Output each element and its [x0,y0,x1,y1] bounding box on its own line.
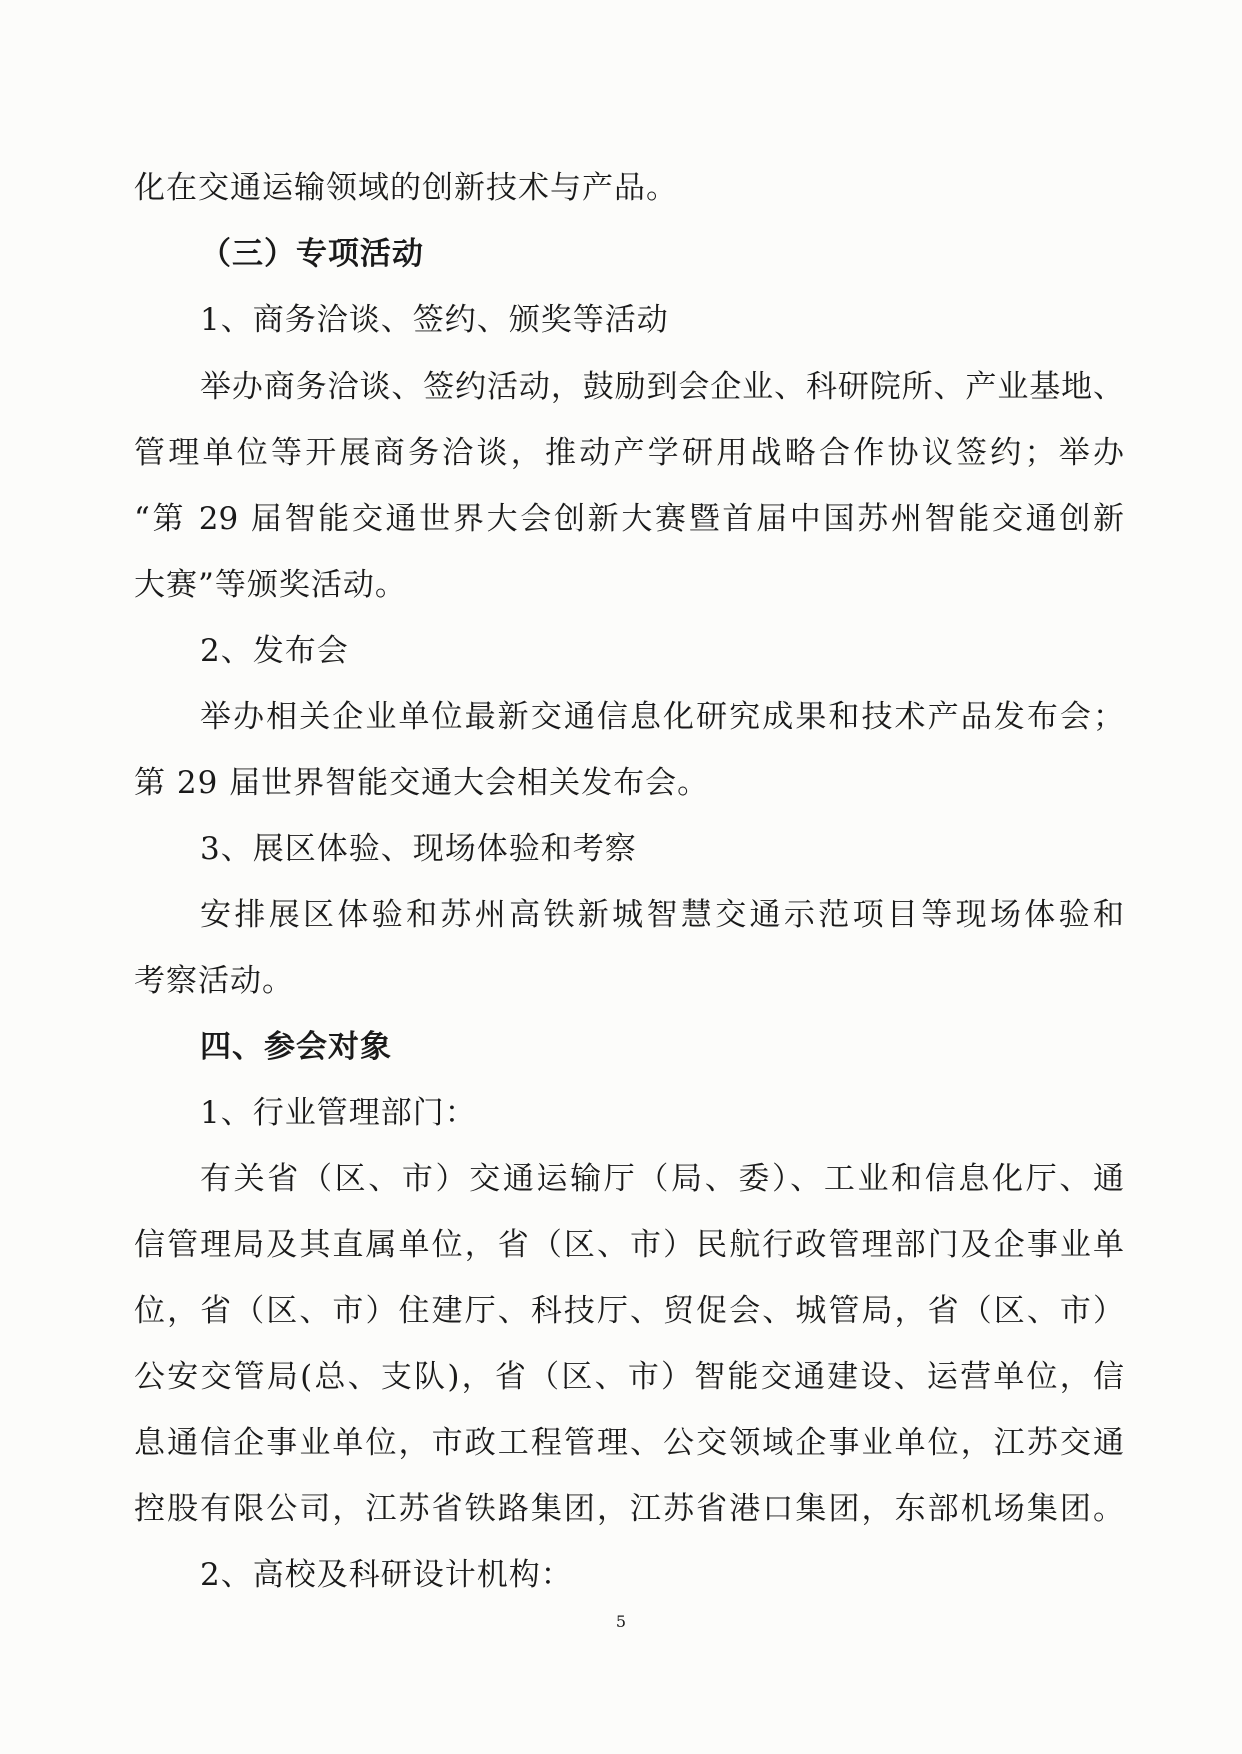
body-line: 考察活动。 [134,963,294,999]
body-line: 公安交管局(总、支队)，省（区、市）智能交通建设、运营单位，信 [134,1359,1124,1395]
body-line: 第 29 届世界智能交通大会相关发布会。 [134,765,710,801]
body-line: 管理单位等开展商务洽谈，推动产学研用战略合作协议签约；举办 [134,435,1124,471]
section-heading-special-activities: （三）专项活动 [200,236,424,272]
body-line: 举办商务洽谈、签约活动，鼓励到会企业、科研院所、产业基地、 [200,369,1124,405]
subheading-exhibition-experience: 3、展区体验、现场体验和考察 [200,831,637,867]
body-line: 大赛”等颁奖活动。 [134,567,407,603]
body-line-continuation: 化在交通运输领域的创新技术与产品。 [134,170,678,206]
body-line: 举办相关企业单位最新交通信息化研究成果和技术产品发布会； [200,699,1124,735]
page-number: 5 [615,1612,627,1631]
body-line: 息通信企事业单位，市政工程管理、公交领域企事业单位，江苏交通 [134,1425,1124,1461]
body-line: 有关省（区、市）交通运输厅（局、委）、工业和信息化厅、通 [200,1161,1124,1197]
body-line: 安排展区体验和苏州高铁新城智慧交通示范项目等现场体验和 [200,897,1124,933]
body-line: “第 29 届智能交通世界大会创新大赛暨首届中国苏州智能交通创新 [134,501,1124,537]
subheading-industry-departments: 1、行业管理部门： [200,1095,477,1131]
section-heading-participants: 四、参会对象 [200,1029,392,1065]
body-line: 控股有限公司，江苏省铁路集团，江苏省港口集团，东部机场集团。 [134,1491,1124,1527]
body-line: 信管理局及其直属单位，省（区、市）民航行政管理部门及企事业单 [134,1227,1124,1263]
subheading-press-conference: 2、发布会 [200,633,349,669]
subheading-universities: 2、高校及科研设计机构： [200,1557,573,1593]
subheading-business-activities: 1、商务洽谈、签约、颁奖等活动 [200,302,669,338]
body-line: 位，省（区、市）住建厅、科技厅、贸促会、城管局，省（区、市） [134,1293,1124,1329]
